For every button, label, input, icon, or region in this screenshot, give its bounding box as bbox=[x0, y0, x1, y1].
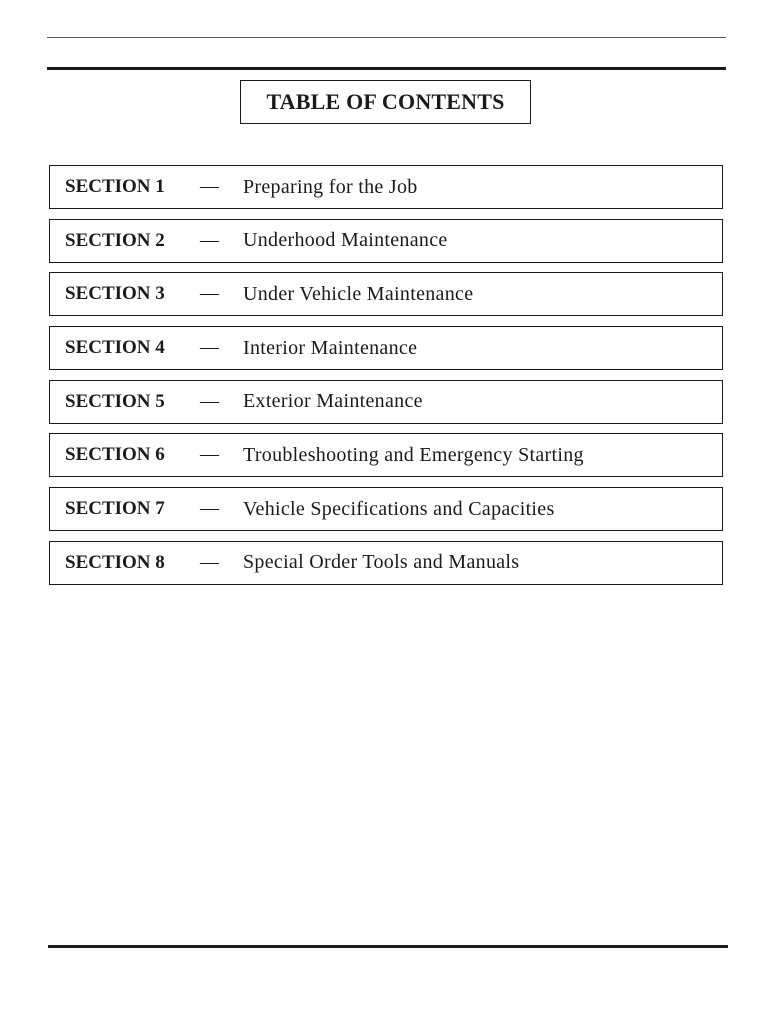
toc-entry-section-7[interactable] bbox=[49, 487, 723, 531]
section-number: SECTION 5 bbox=[65, 390, 165, 412]
section-number: SECTION 6 bbox=[65, 444, 165, 466]
section-title: Special Order Tools and Manuals bbox=[243, 551, 520, 574]
toc-entry-section-8[interactable] bbox=[49, 541, 723, 585]
toc-list bbox=[49, 165, 723, 595]
section-number: SECTION 3 bbox=[65, 283, 165, 305]
section-number: SECTION 2 bbox=[65, 229, 165, 251]
section-title: Under Vehicle Maintenance bbox=[243, 282, 474, 305]
section-number: SECTION 1 bbox=[65, 176, 165, 197]
toc-entry-section-1[interactable] bbox=[49, 165, 723, 209]
section-title: Preparing for the Job bbox=[243, 175, 418, 198]
bottom-thick-divider bbox=[48, 945, 728, 948]
toc-entry-section-4[interactable] bbox=[49, 326, 723, 370]
section-title: Exterior Maintenance bbox=[243, 390, 423, 413]
toc-entry-section-3[interactable] bbox=[49, 272, 723, 316]
entry-separator: — bbox=[200, 390, 219, 412]
entry-separator: — bbox=[200, 444, 219, 466]
entry-separator: — bbox=[200, 283, 219, 305]
toc-entry-section-6[interactable] bbox=[49, 433, 723, 477]
section-title: Interior Maintenance bbox=[243, 336, 418, 359]
section-title: Underhood Maintenance bbox=[243, 229, 448, 252]
entry-separator: — bbox=[200, 176, 219, 197]
top-thin-divider bbox=[47, 37, 726, 38]
entry-separator: — bbox=[200, 498, 219, 520]
top-thick-divider bbox=[47, 67, 726, 70]
toc-heading: TABLE OF CONTENTS bbox=[266, 89, 505, 114]
toc-entry-section-2[interactable] bbox=[49, 219, 723, 263]
section-number: SECTION 8 bbox=[65, 551, 165, 573]
section-title: Troubleshooting and Emergency Starting bbox=[243, 443, 584, 466]
entry-separator: — bbox=[200, 551, 219, 573]
section-title: Vehicle Specifications and Capacities bbox=[243, 497, 555, 520]
entry-separator: — bbox=[200, 229, 219, 251]
section-number: SECTION 4 bbox=[65, 337, 165, 359]
entry-separator: — bbox=[200, 337, 219, 359]
section-number: SECTION 7 bbox=[65, 498, 165, 520]
toc-heading-box bbox=[240, 80, 531, 124]
toc-entry-section-5[interactable] bbox=[49, 380, 723, 424]
